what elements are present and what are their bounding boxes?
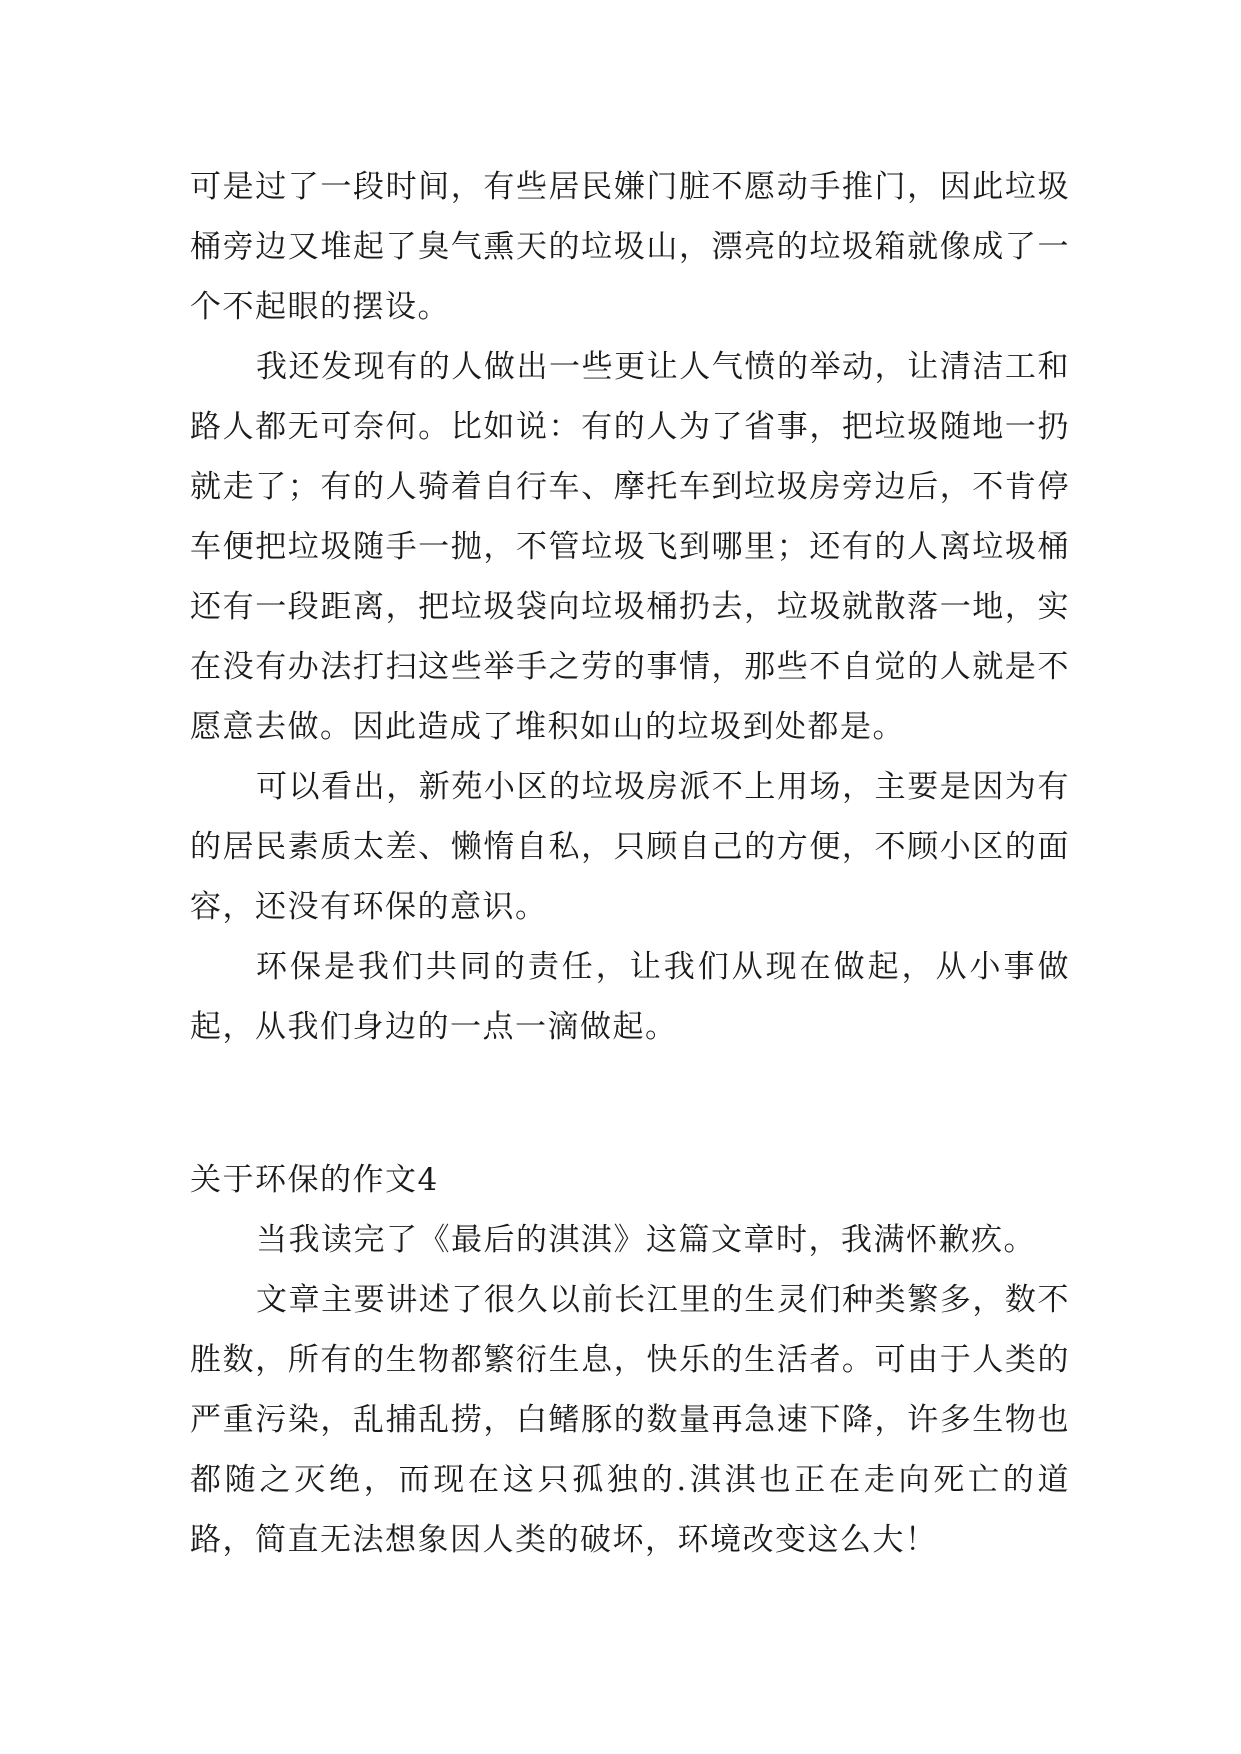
paragraph: 可是过了一段时间，有些居民嫌门脏不愿动手推门，因此垃圾桶旁边又堆起了臭气熏天的垃圾山，漂亮的垃圾箱就像成了一个不起眼的摆设。 xyxy=(190,169,1070,325)
paragraph: 文章主要讲述了很久以前长江里的生灵们种类繁多，数不胜数，所有的生物都繁衍生息，快乐的生活者。可由于人类的严重污染，乱捕乱捞，白鳍豚的数量再急速下降，许多生物也都随之灭绝，而现在这只孤独的.淇淇也正在走向死亡的道路，简直无法想象因人类的破坏，环境改变这么大！ xyxy=(190,1282,1070,1558)
paragraph: 我还发现有的人做出一些更让人气愤的举动，让清洁工和路人都无可奈何。比如说：有的人为了省事，把垃圾随地一扔就走了；有的人骑着自行车、摩托车到垃圾房旁边后，不肯停车便把垃圾随手一抛，不管垃圾飞到哪里；还有的人离垃圾桶还有一段距离，把垃圾袋向垃圾桶扔去，垃圾就散落一地，实在没有办法打扫这些举手之劳的事情，那些不自觉的人就是不愿意去做。因此造成了堆积如山的垃圾到处都是。 xyxy=(190,349,1070,745)
essay-body-bottom xyxy=(190,1210,1070,1570)
paragraph: 当我读完了《最后的淇淇》这篇文章时，我满怀歉疚。 xyxy=(256,1222,1036,1258)
essay-body-top xyxy=(190,157,1070,1057)
paragraph: 环保是我们共同的责任，让我们从现在做起，从小事做起，从我们身边的一点一滴做起。 xyxy=(190,949,1070,1045)
paragraph: 可以看出，新苑小区的垃圾房派不上用场，主要是因为有的居民素质太差、懒惰自私，只顾自己的方便，不顾小区的面容，还没有环保的意识。 xyxy=(190,769,1070,925)
section-heading: 关于环保的作文4 xyxy=(190,1162,439,1198)
